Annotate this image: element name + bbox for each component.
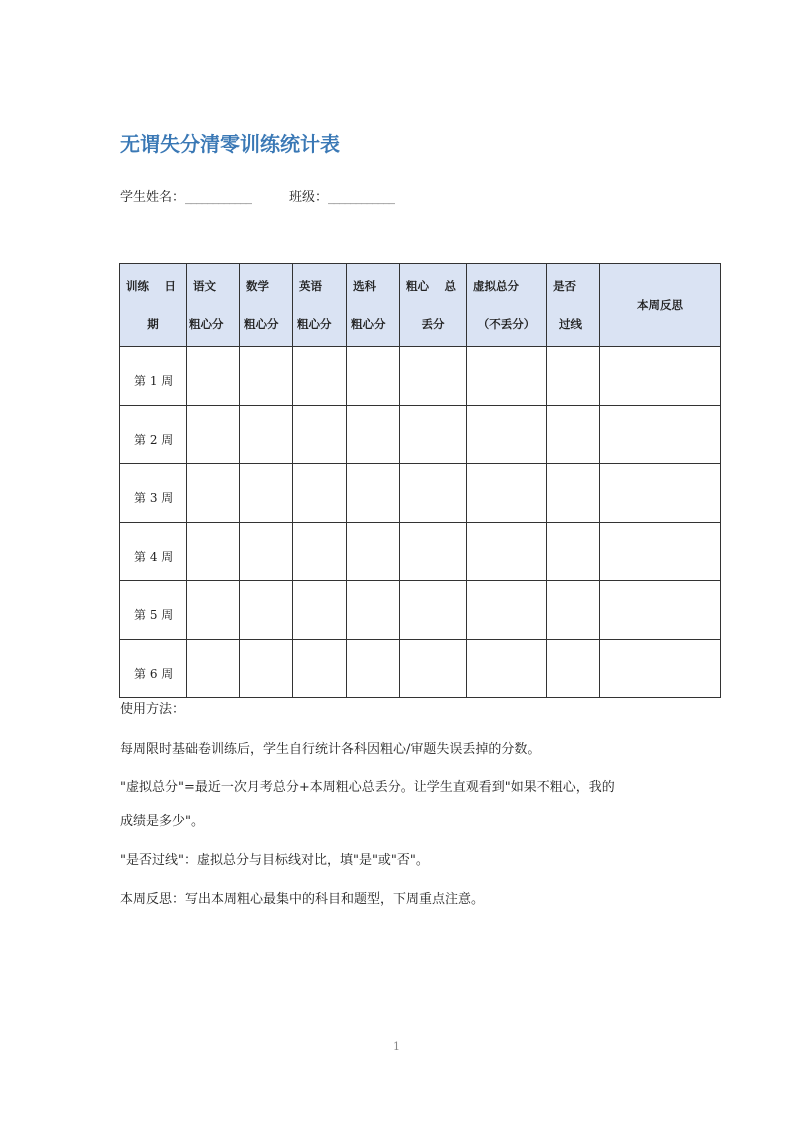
usage-paragraph-4: 本周反思：写出本周粗心最集中的科目和题型，下周重点注意。 (120, 892, 485, 907)
table-row (120, 639, 721, 698)
header-pass-line: 是否 过线 (547, 264, 600, 347)
usage-paragraph-1: 每周限时基础卷训练后，学生自行统计各科因粗心/审题失误丢掉的分数。 (120, 742, 541, 757)
header-english: 英语 粗心分 (293, 264, 347, 347)
week-label: 第 2 周 (120, 405, 187, 464)
class-blank[interactable]: ____________ (328, 190, 395, 205)
header-math: 数学 粗心分 (240, 264, 293, 347)
usage-paragraph-2-line-1: "虚拟总分"=最近一次月考总分+本周粗心总丢分。让学生直观看到"如果不粗心，我的 (120, 780, 615, 795)
week-label: 第 5 周 (120, 581, 187, 640)
student-name-label: 学生姓名： (120, 190, 186, 205)
usage-paragraph-2-line-2: 成绩是多少"。 (120, 814, 204, 829)
usage-paragraph-3: "是否过线"：虚拟总分与目标线对比，填"是"或"否"。 (120, 853, 429, 868)
table-row (120, 464, 721, 523)
week-label: 第 6 周 (120, 639, 187, 698)
header-chinese: 语文 粗心分 (187, 264, 240, 347)
header-total-lost: 粗心 总 丢分 (400, 264, 467, 347)
usage-heading: 使用方法： (120, 702, 186, 717)
week-label: 第 1 周 (120, 347, 187, 406)
page-number: 1 (393, 1040, 400, 1053)
table-header-row (120, 264, 721, 347)
training-stats-table (119, 263, 721, 698)
header-weekly-reflection: 本周反思 (600, 264, 721, 347)
class-label: 班级： (289, 190, 329, 205)
table-row (120, 581, 721, 640)
table-row (120, 347, 721, 406)
week-label: 第 3 周 (120, 464, 187, 523)
table-row (120, 405, 721, 464)
page-title: 无谓失分清零训练统计表 (120, 132, 340, 156)
student-name-blank[interactable]: ____________ (185, 190, 252, 205)
header-elective: 选科 粗心分 (347, 264, 400, 347)
table-row (120, 522, 721, 581)
week-label: 第 4 周 (120, 522, 187, 581)
header-virtual-total: 虚拟总分 （不丢分） (467, 264, 547, 347)
student-info-fields (120, 186, 394, 205)
header-date: 训练 日 期 (120, 264, 187, 347)
